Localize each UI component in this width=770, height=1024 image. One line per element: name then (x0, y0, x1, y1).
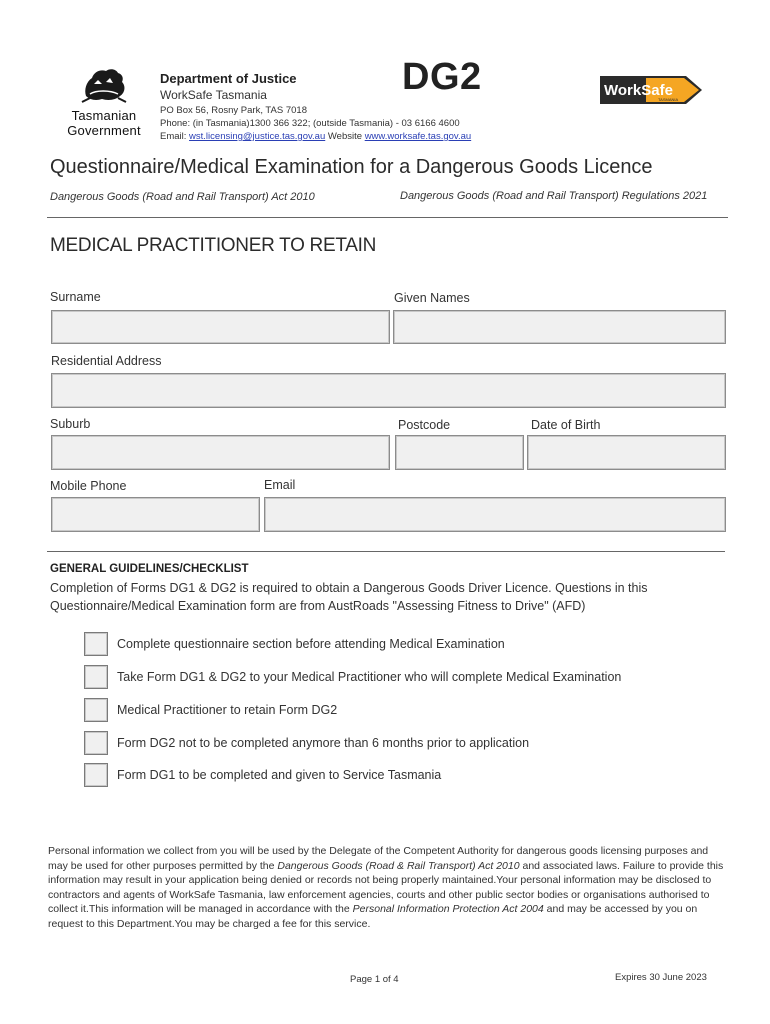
postcode-input[interactable] (395, 435, 524, 470)
checklist-item-label: Form DG1 to be completed and given to Service Tasmania (117, 768, 442, 782)
government-name-line1: Tasmanian (71, 108, 137, 123)
given-names-input[interactable] (393, 310, 726, 344)
suburb-input[interactable] (51, 435, 390, 470)
agency-name: WorkSafe Tasmania (160, 88, 267, 102)
checkbox[interactable] (84, 698, 108, 722)
checkbox[interactable] (84, 731, 108, 755)
phone-numbers: Phone: (in Tasmania)1300 366 322; (outside Tasmania) - 03 6166 4600 (160, 118, 460, 129)
tasmanian-devil-emblem-icon (80, 66, 128, 106)
address-label: Residential Address (51, 354, 162, 368)
checklist-item (84, 731, 724, 757)
mobile-label: Mobile Phone (50, 479, 127, 493)
privacy-act-reference-1: Dangerous Goods (Road & Rail Transport) Act 2010 (277, 859, 520, 872)
worksafe-logo (596, 70, 706, 110)
page-number: Page 1 of 4 (350, 974, 399, 985)
privacy-notice (48, 844, 728, 932)
checklist-item-label: Take Form DG1 & DG2 to your Medical Practitioner who will complete Medical Examination (117, 670, 622, 684)
section-title: MEDICAL PRACTITIONER TO RETAIN (50, 235, 377, 256)
checklist-item (84, 665, 724, 691)
email-link[interactable]: wst.licensing@justice.tas.gov.au (189, 131, 326, 142)
privacy-text-2: and associated laws. Failure to provide this information may result in your application being denied or records not being properly maintained.Your personal information may be disclosed to contractors and agents of WorkSafe Tasmania, law enforcement agencies, courts and other public sector bodies or organisations authorised to collect it.This information will be managed in accordance with the (48, 859, 724, 916)
given-names-label: Given Names (394, 291, 470, 305)
checklist-item-label: Form DG2 not to be completed anymore than 6 months prior to application (117, 736, 530, 750)
surname-input[interactable] (51, 310, 390, 344)
checklist-item-label: Complete questionnaire section before attending Medical Examination (117, 637, 505, 651)
website-label: Website (325, 131, 365, 142)
suburb-label: Suburb (50, 417, 91, 431)
email-field-label: Email (264, 478, 296, 492)
checklist-item (84, 698, 724, 724)
dob-input[interactable] (527, 435, 726, 470)
checkbox[interactable] (84, 763, 108, 787)
surname-label: Surname (50, 290, 101, 304)
postal-address: PO Box 56, Rosny Park, TAS 7018 (160, 105, 307, 116)
worksafe-logo-text: WorkSafe (604, 82, 673, 99)
form-code: DG2 (402, 56, 482, 98)
address-input[interactable] (51, 373, 726, 408)
tasmanian-government-logo (62, 66, 146, 144)
privacy-text-3: and may be accessed by you on request to this Department.You may be charged a fee for this service. (48, 903, 698, 930)
act-reference: Dangerous Goods (Road and Rail Transport) Act 2010 (50, 191, 315, 203)
department-name: Department of Justice (160, 71, 297, 86)
checkbox[interactable] (84, 665, 108, 689)
checklist-item (84, 763, 724, 789)
privacy-act-reference-2: Personal Information Protection Act 2004 (352, 903, 544, 916)
worksafe-logo-sub: TASMANIA (658, 97, 679, 102)
divider (47, 551, 725, 552)
government-name-line2: Government (67, 123, 141, 138)
guidelines-title: GENERAL GUIDELINES/CHECKLIST (50, 563, 249, 575)
checklist-item (84, 632, 724, 658)
postcode-label: Postcode (398, 418, 451, 432)
divider (47, 217, 728, 218)
expiry-date: Expires 30 June 2023 (615, 972, 707, 983)
contact-line (160, 131, 471, 142)
dob-label: Date of Birth (531, 418, 601, 432)
guidelines-text: Completion of Forms DG1 & DG2 is required to obtain a Dangerous Goods Driver Licence. Questions in this Questionnaire/Medical Examination form are from AustRoads "Assessing Fitness to Drive" (AFD) (50, 581, 648, 613)
checklist-item-label: Medical Practitioner to retain Form DG2 (117, 703, 338, 717)
checkbox[interactable] (84, 632, 108, 656)
mobile-input[interactable] (51, 497, 260, 532)
regulations-reference: Dangerous Goods (Road and Rail Transport) Regulations 2021 (400, 190, 708, 202)
website-link[interactable]: www.worksafe.tas.gov.au (364, 131, 472, 142)
form-title: Questionnaire/Medical Examination for a Dangerous Goods Licence (50, 156, 653, 178)
email-input[interactable] (264, 497, 726, 532)
privacy-text-1: Personal information we collect from you will be used by the Delegate of the Competent Authority for dangerous goods licensing purposes and may be used for other purposes permitted by the (48, 845, 709, 872)
email-label: Email: (160, 131, 190, 142)
